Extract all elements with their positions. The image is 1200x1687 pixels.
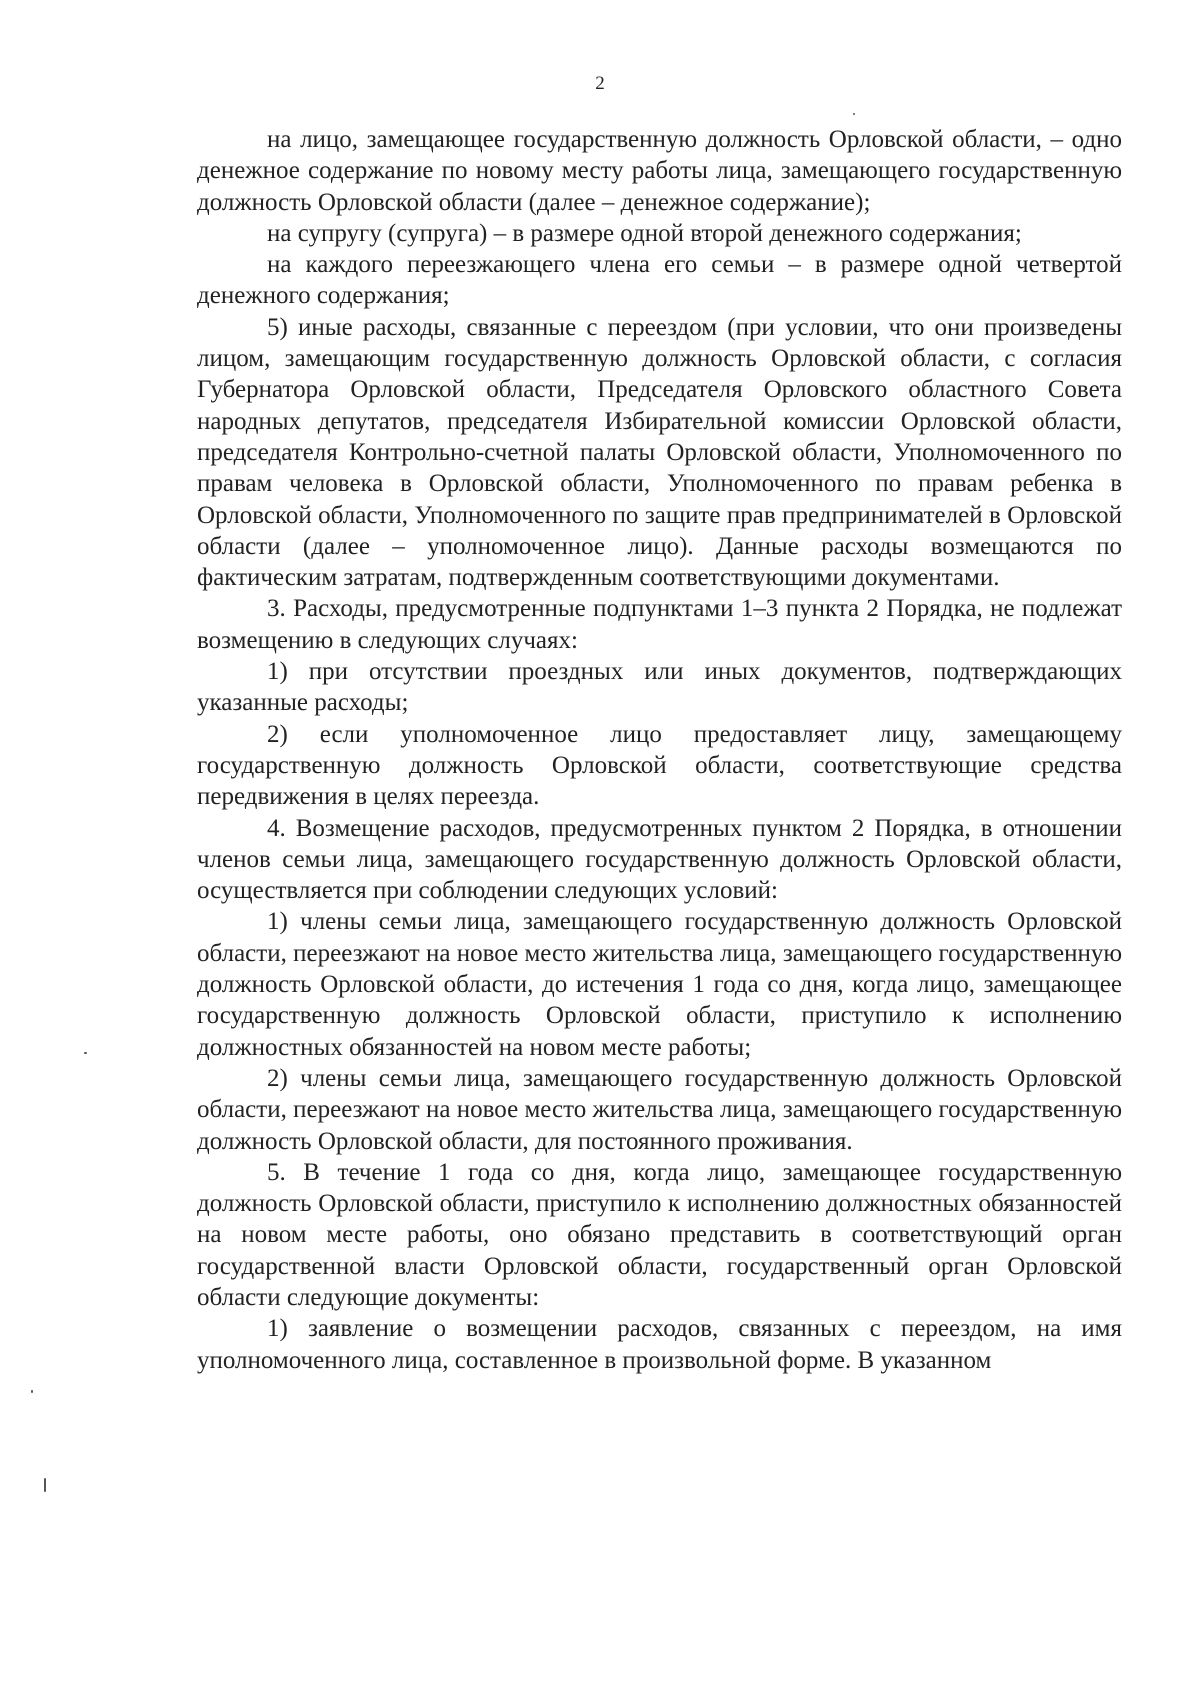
paragraph: 3. Расходы, предусмотренные подпунктами 1–3 пункта 2 Порядка, не подлежат возмещению в следующих случаях: (197, 595, 1122, 654)
paragraph: 4. Возмещение расходов, предусмотренных пунктом 2 Порядка, в отношении членов семьи лица, замещающего государственную должность Орловской области, осуществляется при соблюдении следующих условий: (197, 814, 1122, 905)
scan-speck (31, 1390, 33, 1393)
paragraph: 2) если уполномоченное лицо предоставляет лицу, замещающему государственную должность Орловской области, соответствующие средства передвижения в целях переезда. (197, 720, 1122, 811)
scan-speck (853, 113, 855, 115)
paragraph: 2) члены семьи лица, замещающего государственную должность Орловской области, переезжают на новое место жительства лица, замещающего государственную должность Орловской области, для постоянного проживания. (197, 1064, 1122, 1155)
paragraph: 1) члены семьи лица, замещающего государственную должность Орловской области, переезжают на новое место жительства лица, замещающего государственную должность Орловской области, до истечения 1 года со дня, когда лицо, замещающее государственную должность Орловской области, приступило к исполнению должностных обязанностей на новом месте работы; (197, 908, 1122, 1061)
paragraph: 1) при отсутствии проездных или иных документов, подтверждающих указанные расходы; (197, 658, 1122, 717)
page-number: 2 (595, 73, 605, 94)
paragraph: 5) иные расходы, связанные с переездом (при условии, что они произведены лицом, замещающим государственную должность Орловской области, с согласия Губернатора Орловской области, Председателя Орловского областного Совета народных депутатов, председателя Избирательной комиссии Орловской области, председателя Контрольно-счетной палаты Орловской области, Уполномоченного по правам человека в Орловской области, Уполномоченного по правам ребенка в Орловской области, Уполномоченного по защите прав предпринимателей в Орловской области (далее – уполномоченное лицо). Данные расходы возмещаются по фактическим затратам, подтвержденным соответствующими документами. (197, 313, 1122, 592)
paragraph: на каждого переезжающего члена его семьи – в размере одной четвертой денежного содержания; (197, 251, 1122, 310)
paragraph: на супругу (супруга) – в размере одной второй денежного содержания; (267, 219, 1022, 247)
paragraph: 1) заявление о возмещении расходов, связанных с переездом, на имя уполномоченного лица, составленное в произвольной форме. В указанном (197, 1315, 1122, 1374)
scan-speck (44, 1478, 46, 1492)
paragraph: 5. В течение 1 года со дня, когда лицо, замещающее государственную должность Орловской области, приступило к исполнению должностных обязанностей на новом месте работы, оно обязано представить в соответствующий орган государственной власти Орловской области, государственный орган Орловской области следующие документы: (197, 1158, 1122, 1311)
paragraph: на лицо, замещающее государственную должность Орловской области, – одно денежное содержание по новому месту работы лица, замещающего государственную должность Орловской области (далее – денежное содержание); (197, 126, 1122, 216)
scan-speck (84, 1052, 87, 1054)
document-body (197, 124, 1122, 1376)
